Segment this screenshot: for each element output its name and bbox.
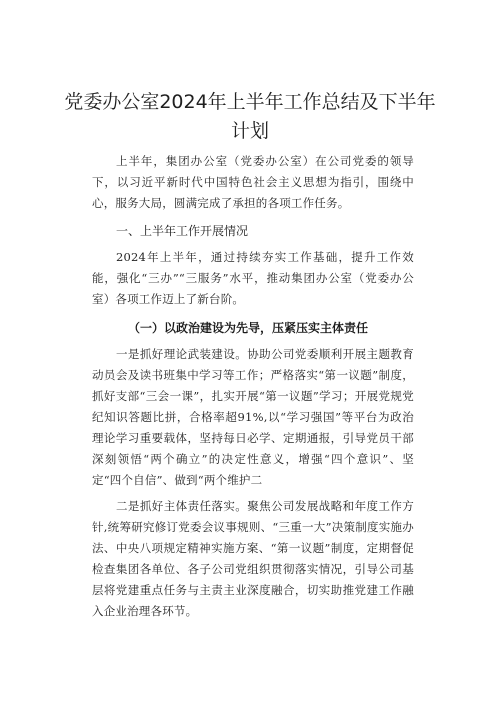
item-2-paragraph: 二是抓好主体责任落实。聚焦公司发展战略和年度工作方针,统筹研究修订党委会议事规则、“三重一大”决策制度实施办法、中央八项规定精神实施方案、“第一议题”制度，定期督促检查集团各单位、各子公司党组织贯彻落实情况，引导公司基层将党建重点任务与主责主业深度融合，切实助推党建工作融入企业治理各环节。 bbox=[92, 499, 414, 618]
intro-paragraph: 上半年，集团办公室（党委办公室）在公司党委的领导下，以习近平新时代中国特色社会主义思想为指引，围绕中心，服务大局，圆满完成了承担的各项工作任务。 bbox=[92, 154, 414, 210]
document-title: 党委办公室2024年上半年工作总结及下半年计划 bbox=[64, 91, 436, 142]
item-1-paragraph: 一是抓好理论武装建设。协助公司党委顺利开展主题教育动员会及读书班集中学习等工作；严格落实“第一议题”制度，抓好支部“三会一课”，扎实开展“第一议题”学习；开展党规党纪知识答题比拼，合格率超91%,以“学习强国”等平台为政治理论学习重要载体，坚持每日必学、定期通报，引导党员干部深刻领悟“两个确立”的决定性意义，增强“四个意识”、坚定“四个自信”、做到“两个维护二 bbox=[92, 347, 414, 487]
section-1-intro-paragraph: 2024年上半年，通过持续夯实工作基础，提升工作效能，强化“三办”“三服务”水平，推动集团办公室（党委办公室）各项工作迈上了新台阶。 bbox=[92, 250, 414, 306]
section-1-heading: 一、上半年工作开展情况 bbox=[116, 224, 249, 238]
subsection-1-heading: （一）以政治建设为先导，压紧压实主体责任 bbox=[128, 321, 369, 335]
